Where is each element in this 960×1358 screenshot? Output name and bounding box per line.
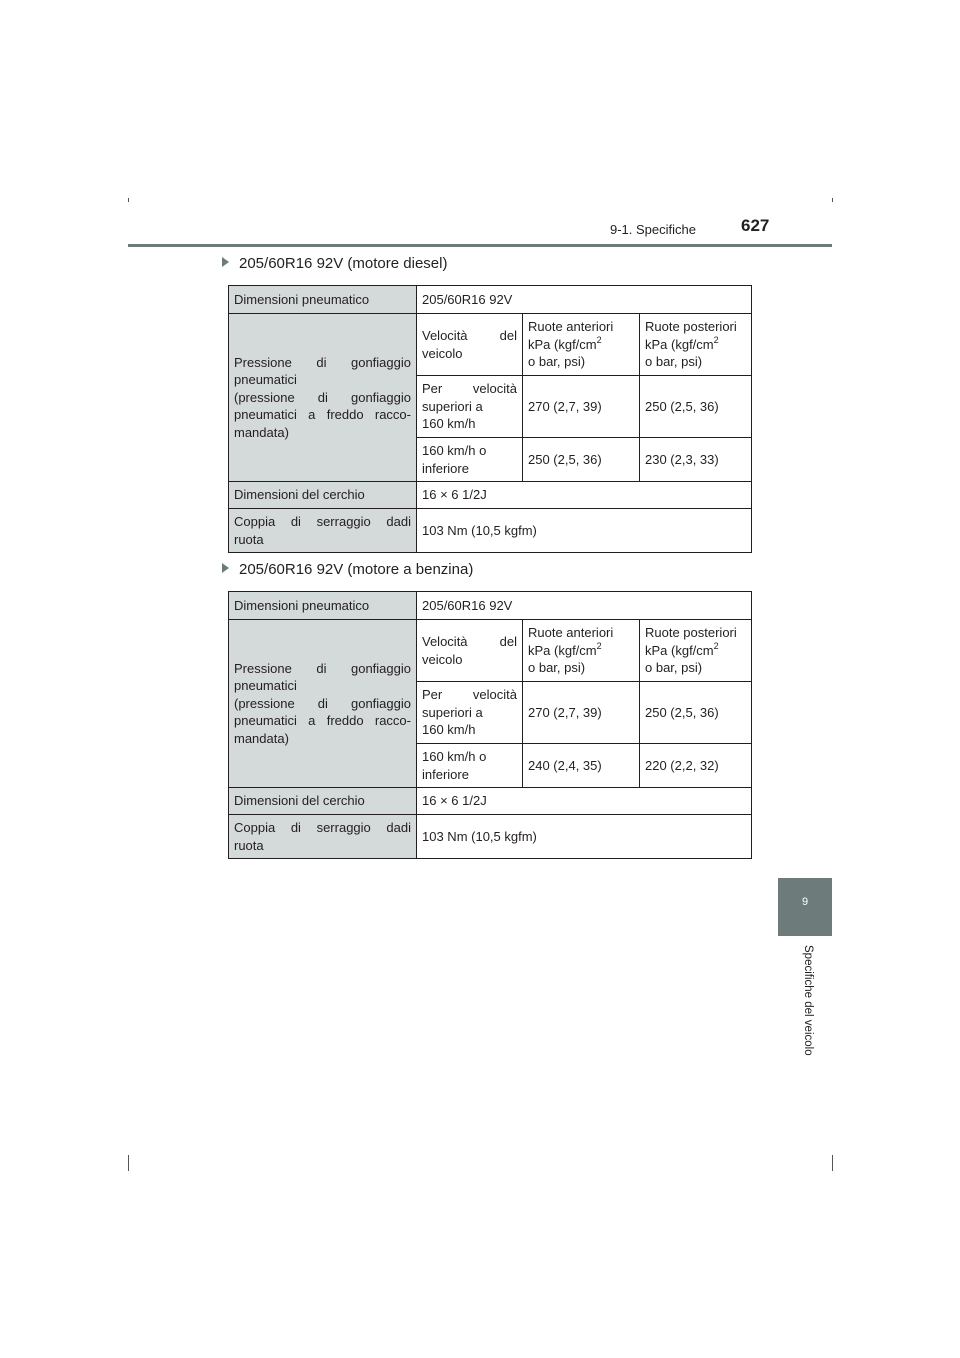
triangle-bullet-icon bbox=[222, 563, 229, 573]
rear-header-line: kPa (kgf/cm bbox=[645, 642, 714, 658]
section-heading bbox=[222, 255, 447, 272]
torque-value: 103 Nm (10,5 kgfm) bbox=[417, 509, 752, 553]
pressure-label-line: mandata) bbox=[234, 424, 289, 440]
front-pressure: 270 (2,7, 39) bbox=[523, 682, 640, 744]
tire-size-label: Dimensioni pneumatico bbox=[229, 592, 417, 620]
superscript: 2 bbox=[713, 640, 719, 651]
pressure-label-line: Pressione di gonfiaggio bbox=[234, 354, 411, 370]
torque-value: 103 Nm (10,5 kgfm) bbox=[417, 815, 752, 859]
torque-label-line: Coppia di serraggio dadi bbox=[234, 514, 411, 529]
triangle-bullet-icon bbox=[222, 257, 229, 267]
table-row bbox=[229, 788, 752, 815]
front-header-line: o bar, psi) bbox=[528, 354, 586, 370]
tire-size-label: Dimensioni pneumatico bbox=[229, 286, 417, 314]
table-row bbox=[229, 620, 752, 682]
rear-header bbox=[640, 314, 752, 376]
page-number: 627 bbox=[741, 216, 770, 235]
speed-header-line: veicolo bbox=[422, 345, 463, 361]
pressure-label-line: pneumatici a freddo racco- bbox=[234, 713, 411, 729]
front-header-line: Ruote anteriori bbox=[528, 625, 614, 641]
crop-mark bbox=[832, 198, 833, 202]
speed-cell bbox=[417, 682, 523, 744]
rim-value: 16 × 6 1/2J bbox=[417, 482, 752, 509]
table-row bbox=[229, 509, 752, 553]
front-header bbox=[523, 620, 640, 682]
speed-cell-line: superiori a bbox=[422, 704, 483, 720]
crop-mark bbox=[128, 1155, 129, 1171]
front-header-line: kPa (kgf/cm bbox=[528, 642, 597, 658]
tire-size-value: 205/60R16 92V bbox=[417, 286, 752, 314]
speed-cell-line: 160 km/h o bbox=[422, 443, 487, 458]
chapter-tab bbox=[778, 878, 832, 936]
rim-label: Dimensioni del cerchio bbox=[229, 482, 417, 509]
speed-cell-line: 160 km/h bbox=[422, 722, 476, 738]
pressure-label-line: Pressione di gonfiaggio bbox=[234, 660, 411, 676]
crop-mark bbox=[832, 1155, 833, 1171]
speed-cell-line: Per velocità bbox=[422, 687, 517, 703]
pressure-label-line: pneumatici a freddo racco- bbox=[234, 407, 411, 423]
chapter-label: Specifiche del veicolo bbox=[802, 945, 814, 1056]
torque-label bbox=[229, 509, 417, 553]
rim-label: Dimensioni del cerchio bbox=[229, 788, 417, 815]
table-row bbox=[229, 815, 752, 859]
speed-cell-line: inferiore bbox=[422, 766, 469, 782]
front-header-line: o bar, psi) bbox=[528, 660, 586, 676]
rim-value: 16 × 6 1/2J bbox=[417, 788, 752, 815]
rear-pressure: 220 (2,2, 32) bbox=[640, 744, 752, 788]
spec-table-petrol bbox=[228, 591, 752, 859]
chapter-number: 9 bbox=[801, 896, 809, 908]
torque-label-line: ruota bbox=[234, 837, 264, 853]
rear-pressure: 250 (2,5, 36) bbox=[640, 376, 752, 438]
torque-label-line: ruota bbox=[234, 531, 264, 547]
table-row bbox=[229, 592, 752, 620]
speed-header-line: Velocità del bbox=[422, 634, 517, 649]
section-heading bbox=[222, 561, 473, 578]
speed-cell bbox=[417, 376, 523, 438]
tire-size-value: 205/60R16 92V bbox=[417, 592, 752, 620]
pressure-label-line: pneumatici bbox=[234, 372, 297, 388]
speed-cell-line: 160 km/h o bbox=[422, 749, 487, 764]
speed-header bbox=[417, 620, 523, 682]
speed-cell-line: superiori a bbox=[422, 398, 483, 414]
speed-header-line: Velocità del bbox=[422, 328, 517, 343]
pressure-label-line: pneumatici bbox=[234, 678, 297, 694]
rear-header-line: kPa (kgf/cm bbox=[645, 336, 714, 352]
superscript: 2 bbox=[596, 334, 602, 345]
speed-cell-line: Per velocità bbox=[422, 381, 517, 397]
torque-label-line: Coppia di serraggio dadi bbox=[234, 820, 411, 835]
rear-pressure: 250 (2,5, 36) bbox=[640, 682, 752, 744]
section-heading-text: 205/60R16 92V (motore a benzina) bbox=[239, 561, 474, 578]
speed-cell-line: 160 km/h bbox=[422, 416, 476, 432]
front-header-line: kPa (kgf/cm bbox=[528, 336, 597, 352]
pressure-label-line: (pressione di gonfiaggio bbox=[234, 695, 411, 711]
pressure-label-line: (pressione di gonfiaggio bbox=[234, 389, 411, 405]
pressure-label-line: mandata) bbox=[234, 730, 289, 746]
speed-header bbox=[417, 314, 523, 376]
table-row bbox=[229, 482, 752, 509]
rear-header-line: Ruote posteriori bbox=[645, 625, 737, 641]
table-row bbox=[229, 286, 752, 314]
superscript: 2 bbox=[596, 640, 602, 651]
rear-header-line: Ruote posteriori bbox=[645, 319, 737, 335]
speed-cell-line: inferiore bbox=[422, 460, 469, 476]
table-row bbox=[229, 314, 752, 376]
pressure-label bbox=[229, 620, 417, 788]
torque-label bbox=[229, 815, 417, 859]
front-pressure: 250 (2,5, 36) bbox=[523, 438, 640, 482]
rear-pressure: 230 (2,3, 33) bbox=[640, 438, 752, 482]
front-pressure: 270 (2,7, 39) bbox=[523, 376, 640, 438]
front-header-line: Ruote anteriori bbox=[528, 319, 614, 335]
rear-header-line: o bar, psi) bbox=[645, 354, 703, 370]
front-header bbox=[523, 314, 640, 376]
superscript: 2 bbox=[713, 334, 719, 345]
spec-table-diesel bbox=[228, 285, 752, 553]
speed-cell bbox=[417, 438, 523, 482]
rear-header bbox=[640, 620, 752, 682]
rear-header-line: o bar, psi) bbox=[645, 660, 703, 676]
header-rule bbox=[128, 244, 832, 247]
crop-mark bbox=[128, 198, 129, 202]
section-heading-text: 205/60R16 92V (motore diesel) bbox=[239, 255, 448, 272]
speed-header-line: veicolo bbox=[422, 651, 463, 667]
section-title: 9-1. Specifiche bbox=[610, 222, 696, 237]
speed-cell bbox=[417, 744, 523, 788]
front-pressure: 240 (2,4, 35) bbox=[523, 744, 640, 788]
pressure-label bbox=[229, 314, 417, 482]
